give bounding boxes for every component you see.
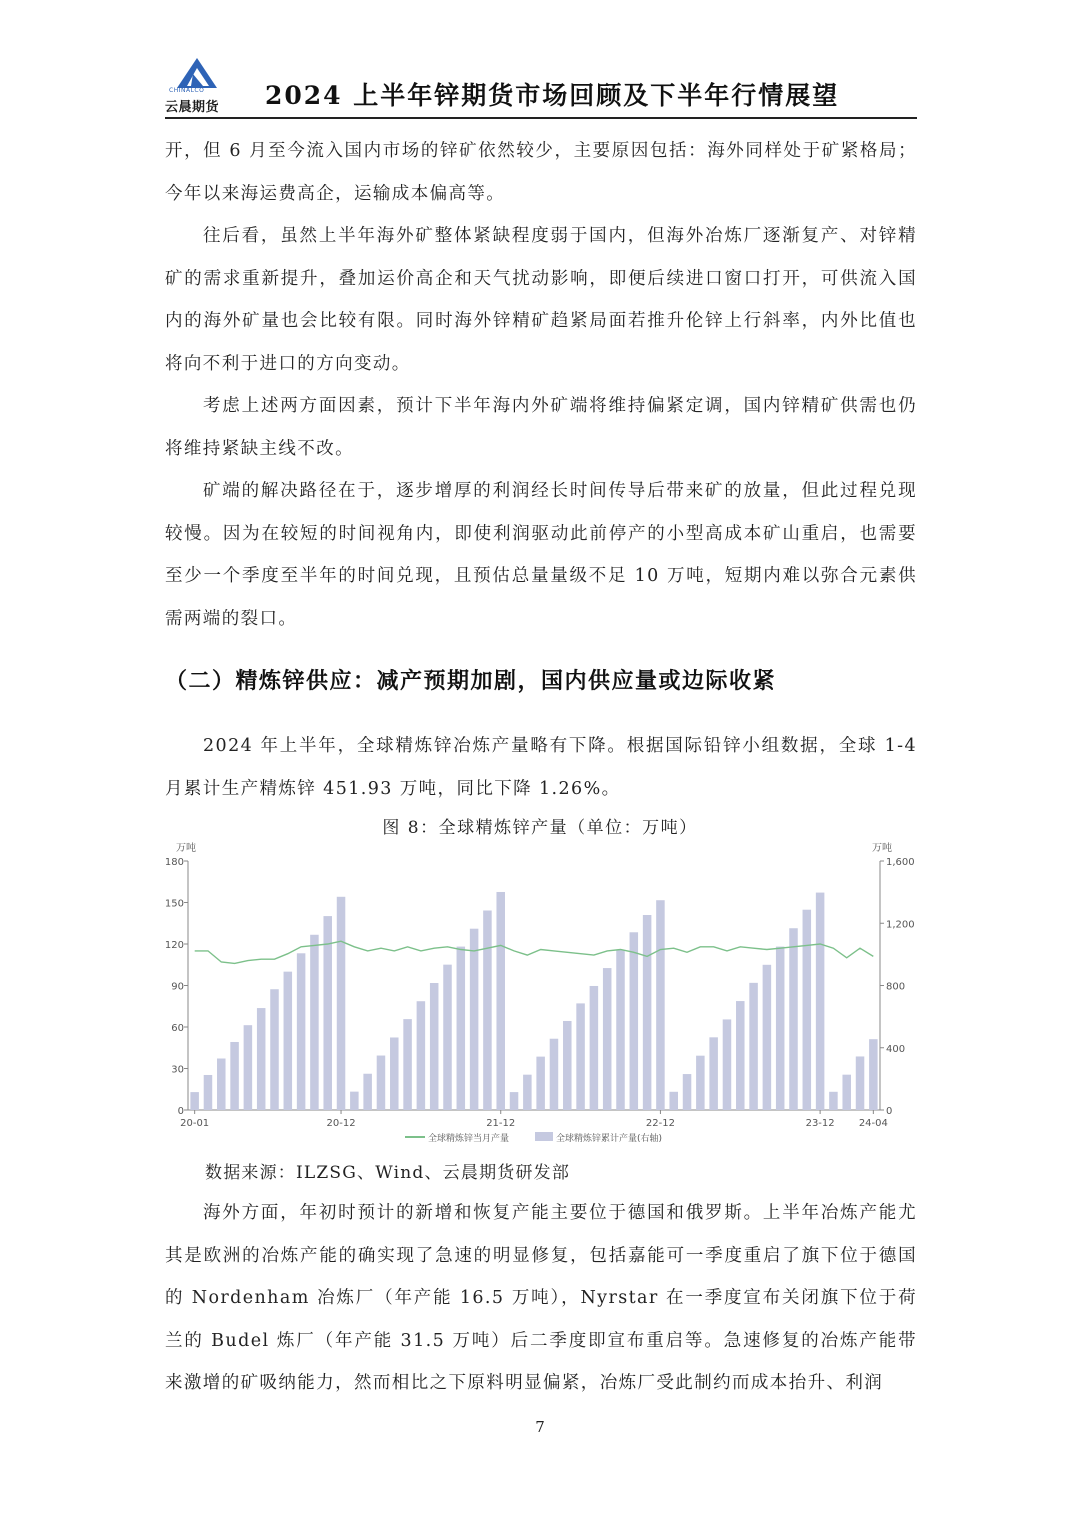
bar-cumulative bbox=[709, 1037, 718, 1110]
bar-cumulative bbox=[190, 1092, 199, 1110]
bar-cumulative bbox=[377, 1056, 386, 1110]
bar-cumulative bbox=[683, 1074, 692, 1110]
right-tick-label: 1,600 bbox=[886, 857, 915, 868]
bar-cumulative bbox=[723, 1019, 732, 1110]
bar-cumulative bbox=[403, 1019, 412, 1110]
bar-cumulative bbox=[563, 1021, 572, 1110]
zinc-production-chart bbox=[160, 835, 920, 1155]
bar-cumulative bbox=[496, 892, 505, 1110]
bar-cumulative bbox=[603, 968, 612, 1110]
left-axis-unit: 万吨 bbox=[176, 843, 196, 854]
bar-cumulative bbox=[510, 1092, 519, 1110]
x-tick-label: 21-12 bbox=[486, 1118, 516, 1129]
header-divider bbox=[165, 117, 917, 119]
bar-cumulative bbox=[536, 1057, 545, 1110]
bar-cumulative bbox=[297, 953, 306, 1110]
bar-cumulative bbox=[323, 916, 332, 1110]
bar-cumulative bbox=[310, 935, 319, 1110]
paragraph-3: 考虑上述两方面因素，预计下半年海内外矿端将维持偏紧定调，国内锌精矿供需也仍将维持紧缺主线不改。 bbox=[165, 396, 917, 459]
bar-cumulative bbox=[669, 1092, 678, 1110]
bar-cumulative bbox=[816, 893, 825, 1110]
left-tick-label: 150 bbox=[164, 898, 184, 910]
bar-cumulative bbox=[630, 932, 639, 1110]
bar-cumulative bbox=[550, 1039, 559, 1110]
left-tick-label: 30 bbox=[171, 1064, 184, 1076]
data-source: 数据来源：ILZSG、Wind、云晨期货研发部 bbox=[205, 1163, 571, 1183]
bar-cumulative bbox=[842, 1075, 851, 1110]
bar-cumulative bbox=[616, 950, 625, 1110]
right-tick-label: 1,200 bbox=[886, 919, 915, 931]
bar-cumulative bbox=[656, 900, 665, 1110]
x-tick-label: 20-01 bbox=[180, 1118, 210, 1129]
bar-cumulative bbox=[856, 1056, 865, 1110]
bar-cumulative bbox=[789, 928, 798, 1110]
bar-cumulative bbox=[417, 1001, 426, 1110]
legend-bar-swatch bbox=[535, 1132, 553, 1141]
bar-cumulative bbox=[443, 965, 452, 1110]
bar-cumulative bbox=[350, 1092, 359, 1110]
line-monthly bbox=[195, 941, 874, 963]
bar-cumulative bbox=[217, 1058, 226, 1110]
paragraph-6: 海外方面，年初时预计的新增和恢复产能主要位于德国和俄罗斯。上半年冶炼产能尤其是欧洲的冶炼产能的确实现了急速的明显修复，包括嘉能可一季度重启了旗下位于德国的 Nordenham 冶炼厂（年产能 16.5 万吨），Nyrstar 在一季度宣布关闭旗下位于荷兰的 Budel 炼厂（年产能 31.5 万吨）后二季度即宣布重启等。急速修复的冶炼产能带来激增的矿吸纳能力，然而相比之下原料明显偏紧，冶炼厂受此制约而成本抬升、利润 bbox=[165, 1203, 917, 1393]
bar-cumulative bbox=[244, 1025, 253, 1110]
left-tick-label: 0 bbox=[177, 1106, 184, 1117]
bar-cumulative bbox=[590, 986, 599, 1110]
legend-bar-label: 全球精炼锌累计产量(右轴) bbox=[556, 1134, 663, 1144]
bar-cumulative bbox=[523, 1075, 532, 1110]
bar-cumulative bbox=[736, 1001, 745, 1110]
paragraph-5: 2024 年上半年，全球精炼锌冶炼产量略有下降。根据国际铅锌小组数据，全球 1-4 月累计生产精炼锌 451.93 万吨，同比下降 1.26%。 bbox=[165, 736, 917, 799]
bar-cumulative bbox=[576, 1003, 585, 1110]
x-tick-label: 22-12 bbox=[645, 1118, 675, 1129]
page-number: 7 bbox=[535, 1418, 545, 1436]
bar-cumulative bbox=[696, 1056, 705, 1110]
x-tick-label: 23-12 bbox=[805, 1118, 835, 1129]
right-tick-label: 0 bbox=[886, 1106, 893, 1117]
bar-cumulative bbox=[204, 1075, 213, 1110]
logo-subtext: CHINALCO bbox=[169, 87, 205, 94]
right-tick-label: 800 bbox=[886, 981, 906, 993]
bar-cumulative bbox=[470, 929, 479, 1110]
bar-cumulative bbox=[457, 947, 466, 1110]
document-title: 2024 上半年锌期货市场回顾及下半年行情展望 bbox=[265, 81, 840, 110]
bar-cumulative bbox=[284, 972, 293, 1110]
x-tick-label: 24-04 bbox=[858, 1118, 888, 1129]
bar-cumulative bbox=[430, 983, 439, 1110]
left-tick-label: 180 bbox=[164, 857, 184, 868]
bar-cumulative bbox=[390, 1037, 399, 1110]
left-tick-label: 60 bbox=[171, 1023, 184, 1034]
paragraph-2: 往后看，虽然上半年海外矿整体紧缺程度弱于国内，但海外冶炼厂逐渐复产、对锌精矿的需求重新提升，叠加运价高企和天气扰动影响，即便后续进口窗口打开，可供流入国内的海外矿量也会比较有限。同时海外锌精矿趋紧局面若推升伦锌上行斜率，内外比值也将向不利于进口的方向变动。 bbox=[165, 226, 917, 374]
bar-cumulative bbox=[483, 910, 492, 1110]
page-header bbox=[165, 56, 917, 118]
bar-cumulative bbox=[337, 897, 346, 1110]
x-tick-label: 20-12 bbox=[326, 1118, 356, 1129]
figure-caption: 图 8：全球精炼锌产量（单位：万吨） bbox=[382, 818, 698, 838]
logo-text: 云晨期货 bbox=[165, 100, 220, 115]
bar-cumulative bbox=[829, 1092, 838, 1110]
left-tick-label: 120 bbox=[164, 940, 184, 951]
right-axis-unit: 万吨 bbox=[872, 843, 892, 854]
bar-cumulative bbox=[270, 989, 279, 1110]
company-logo bbox=[165, 56, 235, 118]
bar-cumulative bbox=[869, 1039, 878, 1110]
bar-cumulative bbox=[363, 1074, 372, 1110]
bar-cumulative bbox=[257, 1008, 266, 1110]
legend-line-label: 全球精炼锌当月产量 bbox=[428, 1134, 510, 1144]
bar-cumulative bbox=[763, 965, 772, 1110]
bar-cumulative bbox=[776, 947, 785, 1110]
bar-cumulative bbox=[803, 910, 812, 1110]
section-heading: （二）精炼锌供应：减产预期加剧，国内供应量或边际收紧 bbox=[165, 669, 777, 694]
left-tick-label: 90 bbox=[171, 981, 184, 993]
paragraph-4: 矿端的解决路径在于，逐步增厚的利润经长时间传导后带来矿的放量，但此过程兑现较慢。因为在较短的时间视角内，即使利润驱动此前停产的小型高成本矿山重启，也需要至少一个季度至半年的时间兑现，且预估总量量级不足 10 万吨，短期内难以弥合元素供需两端的裂口。 bbox=[165, 481, 917, 629]
bar-cumulative bbox=[643, 915, 652, 1110]
chart-svg bbox=[160, 835, 920, 1155]
right-tick-label: 400 bbox=[886, 1043, 906, 1055]
bar-cumulative bbox=[230, 1042, 239, 1110]
bar-cumulative bbox=[749, 983, 758, 1110]
paragraph-1: 开，但 6 月至今流入国内市场的锌矿依然较少，主要原因包括：海外同样处于矿紧格局；今年以来海运费高企，运输成本偏高等。 bbox=[165, 141, 917, 204]
